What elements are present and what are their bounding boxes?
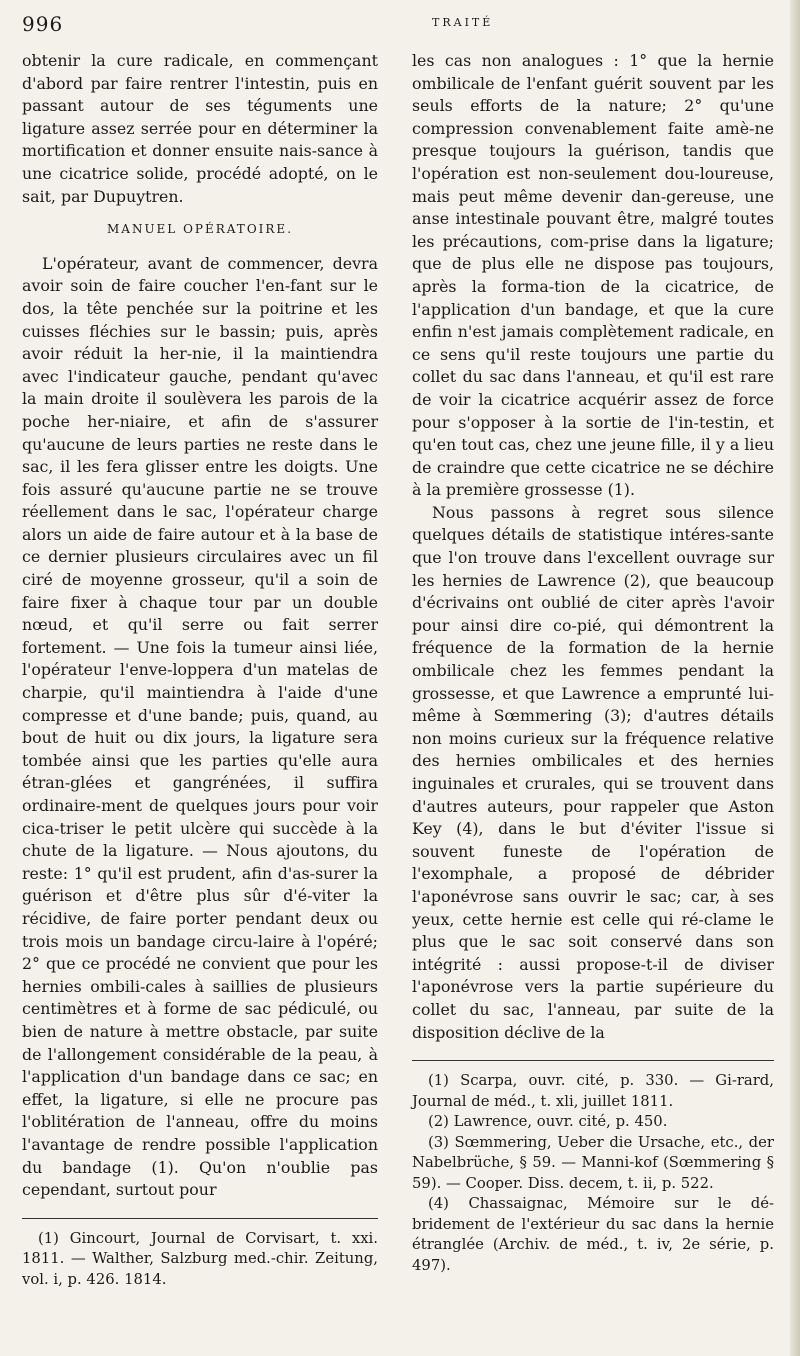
left-column xyxy=(22,50,378,1290)
running-title: TRAITÉ xyxy=(432,16,494,29)
right-footnotes xyxy=(412,1071,774,1276)
left-paragraph-1: obtenir la cure radicale, en commençant d'abord par faire rentrer l'intestin, puis en passant autour de ses téguments une ligature assez serrée pour en déterminer la mortification et donner ensuite nais-sance à une cicatrice solide, procédé adopté, on le sait, par Dupuytren. xyxy=(22,51,378,206)
right-column xyxy=(412,50,774,1276)
footnote: (1) Scarpa, ouvr. cité, p. 330. — Gi-rard, Journal de méd., t. xli, juillet 1811. xyxy=(412,1072,774,1110)
left-paragraph-2: L'opérateur, avant de commencer, devra avoir soin de faire coucher l'en-fant sur le dos, la tête penchée sur la poitrine et les cuisses fléchies sur le bassin; puis, après avoir réduit la her-nie, il la maintiendra avec l'indicateur gauche, pendant qu'avec la main droite il soulèvera les parois de la poche her-niaire, et afin de s'assurer qu'aucune de leurs parties ne reste dans le sac, il les fera glisser entre les doigts. Une fois assuré qu'aucune partie ne se trouve réellement dans le sac, l'opérateur charge alors un aide de faire autour et à la base de ce dernier plusieurs circulaires avec un fil ciré de moyenne grosseur, qu'il a soin de faire fixer à chaque tour par un double nœud, et qu'il serre ou fait serrer fortement. — Une fois la tumeur ainsi liée, l'opérateur l'enve-loppera d'un matelas de charpie, qu'il maintiendra à l'aide d'une compresse et d'une bande; puis, quand, au bout de huit ou dix jours, la ligature sera tombée ainsi que les parties qu'elle aura étran-glées et gangrénées, il suffira ordinaire-ment de quelques jours pour voir cica-triser le petit ulcère qui succède à la chute de la ligature. — Nous ajoutons, du reste: 1° qu'il est prudent, afin d'as-surer la guérison et d'être plus sûr d'é-viter la récidive, de faire porter pendant deux ou trois mois un bandage circu-laire à l'opéré; 2° que ce procédé ne convient que pour les hernies ombili-cales à saillies de plusieurs centimètres et à forme de sac pédiculé, ou bien de nature à mettre obstacle, par suite de l'allongement considérable de la peau, à l'application d'un bandage dans ce sac; en effet, la ligature, si elle ne procure pas l'oblitération de l'anneau, offre du moins l'avantage de rendre possible l'application du bandage (1). Qu'on n'oublie pas cependant, surtout pour xyxy=(22,253,378,1200)
page-header xyxy=(22,12,770,36)
footnote-rule xyxy=(22,1218,378,1219)
right-paragraph-1: les cas non analogues : 1° que la hernie ombilicale de l'enfant guérit souvent par les seuls efforts de la nature; 2° qu'une compression convenablement faite amè-ne presque toujours la guérison, tandis que l'opération est non-seulement dou-loureuse, mais peut même devenir dan-gereuse, une anse intestinale pouvant être, malgré toutes les précautions, com-prise dans la ligature; que de plus elle ne dispose pas toujours, après la forma-tion de la cicatrice, de l'application d'un bandage, et que la cure enfin n'est jamais complètement radicale, en ce sens qu'il reste toujours une partie du collet du sac dans l'anneau, et qu'il est rare de voir la cicatrice acquérir assez de force pour s'opposer à la sortie de l'in-testin, et qu'en tout cas, chez une jeune fille, il y a lieu de craindre que cette cicatrice ne se déchire à la première grossesse (1). xyxy=(412,51,774,500)
footnote-rule xyxy=(412,1060,774,1061)
footnote: (2) Lawrence, ouvr. cité, p. 450. xyxy=(428,1113,668,1131)
footnote: (4) Chassaignac, Mémoire sur le dé-bridement de l'extérieur du sac dans la hernie étranglée (Archiv. de méd., t. iv, 2e série, p. 497). xyxy=(412,1195,774,1274)
left-footnotes xyxy=(22,1229,378,1291)
footnote: (1) Gincourt, Journal de Corvisart, t. xxi. 1811. — Walther, Salzburg med.-chir. Zeitung, vol. i, p. 426. 1814. xyxy=(22,1229,378,1288)
section-heading: MANUEL OPÉRATOIRE. xyxy=(106,222,294,237)
page-number: 996 xyxy=(22,12,64,36)
page-edge-shadow xyxy=(790,0,800,1356)
right-paragraph-2: Nous passons à regret sous silence quelques détails de statistique intéres-sante que l'on trouve dans l'excellent ouvrage sur les hernies de Lawrence (2), que beaucoup d'écrivains ont oublié de citer après l'avoir pour ainsi dire co-pié, qui démontrent la fréquence de la formation de la hernie ombilicale chez les femmes pendant la grossesse, et que Lawrence a emprunté lui-même à Sœmmering (3); d'autres détails non moins curieux sur la fréquence relative des hernies ombilicales et des hernies inguinales et crurales, qui se trouvent dans d'autres auteurs, pour rappeler que Aston Key (4), dans le but d'éviter l'issue si souvent funeste de l'opération de l'exomphale, a proposé de débrider l'aponévrose sans ouvrir le sac; car, à ses yeux, cette hernie est celle qui ré-clame le plus que le sac soit conservé dans son intégrité : aussi propose-t-il de diviser l'aponévrose vers la partie supérieure du collet du sac, l'anneau, par suite de la disposition déclive de la xyxy=(412,502,774,1042)
footnote: (3) Sœmmering, Ueber die Ursache, etc., der Nabelbrüche, § 59. — Manni-kof (Sœmmering § 59). — Cooper. Diss. decem, t. ii, p. 522. xyxy=(412,1133,774,1192)
